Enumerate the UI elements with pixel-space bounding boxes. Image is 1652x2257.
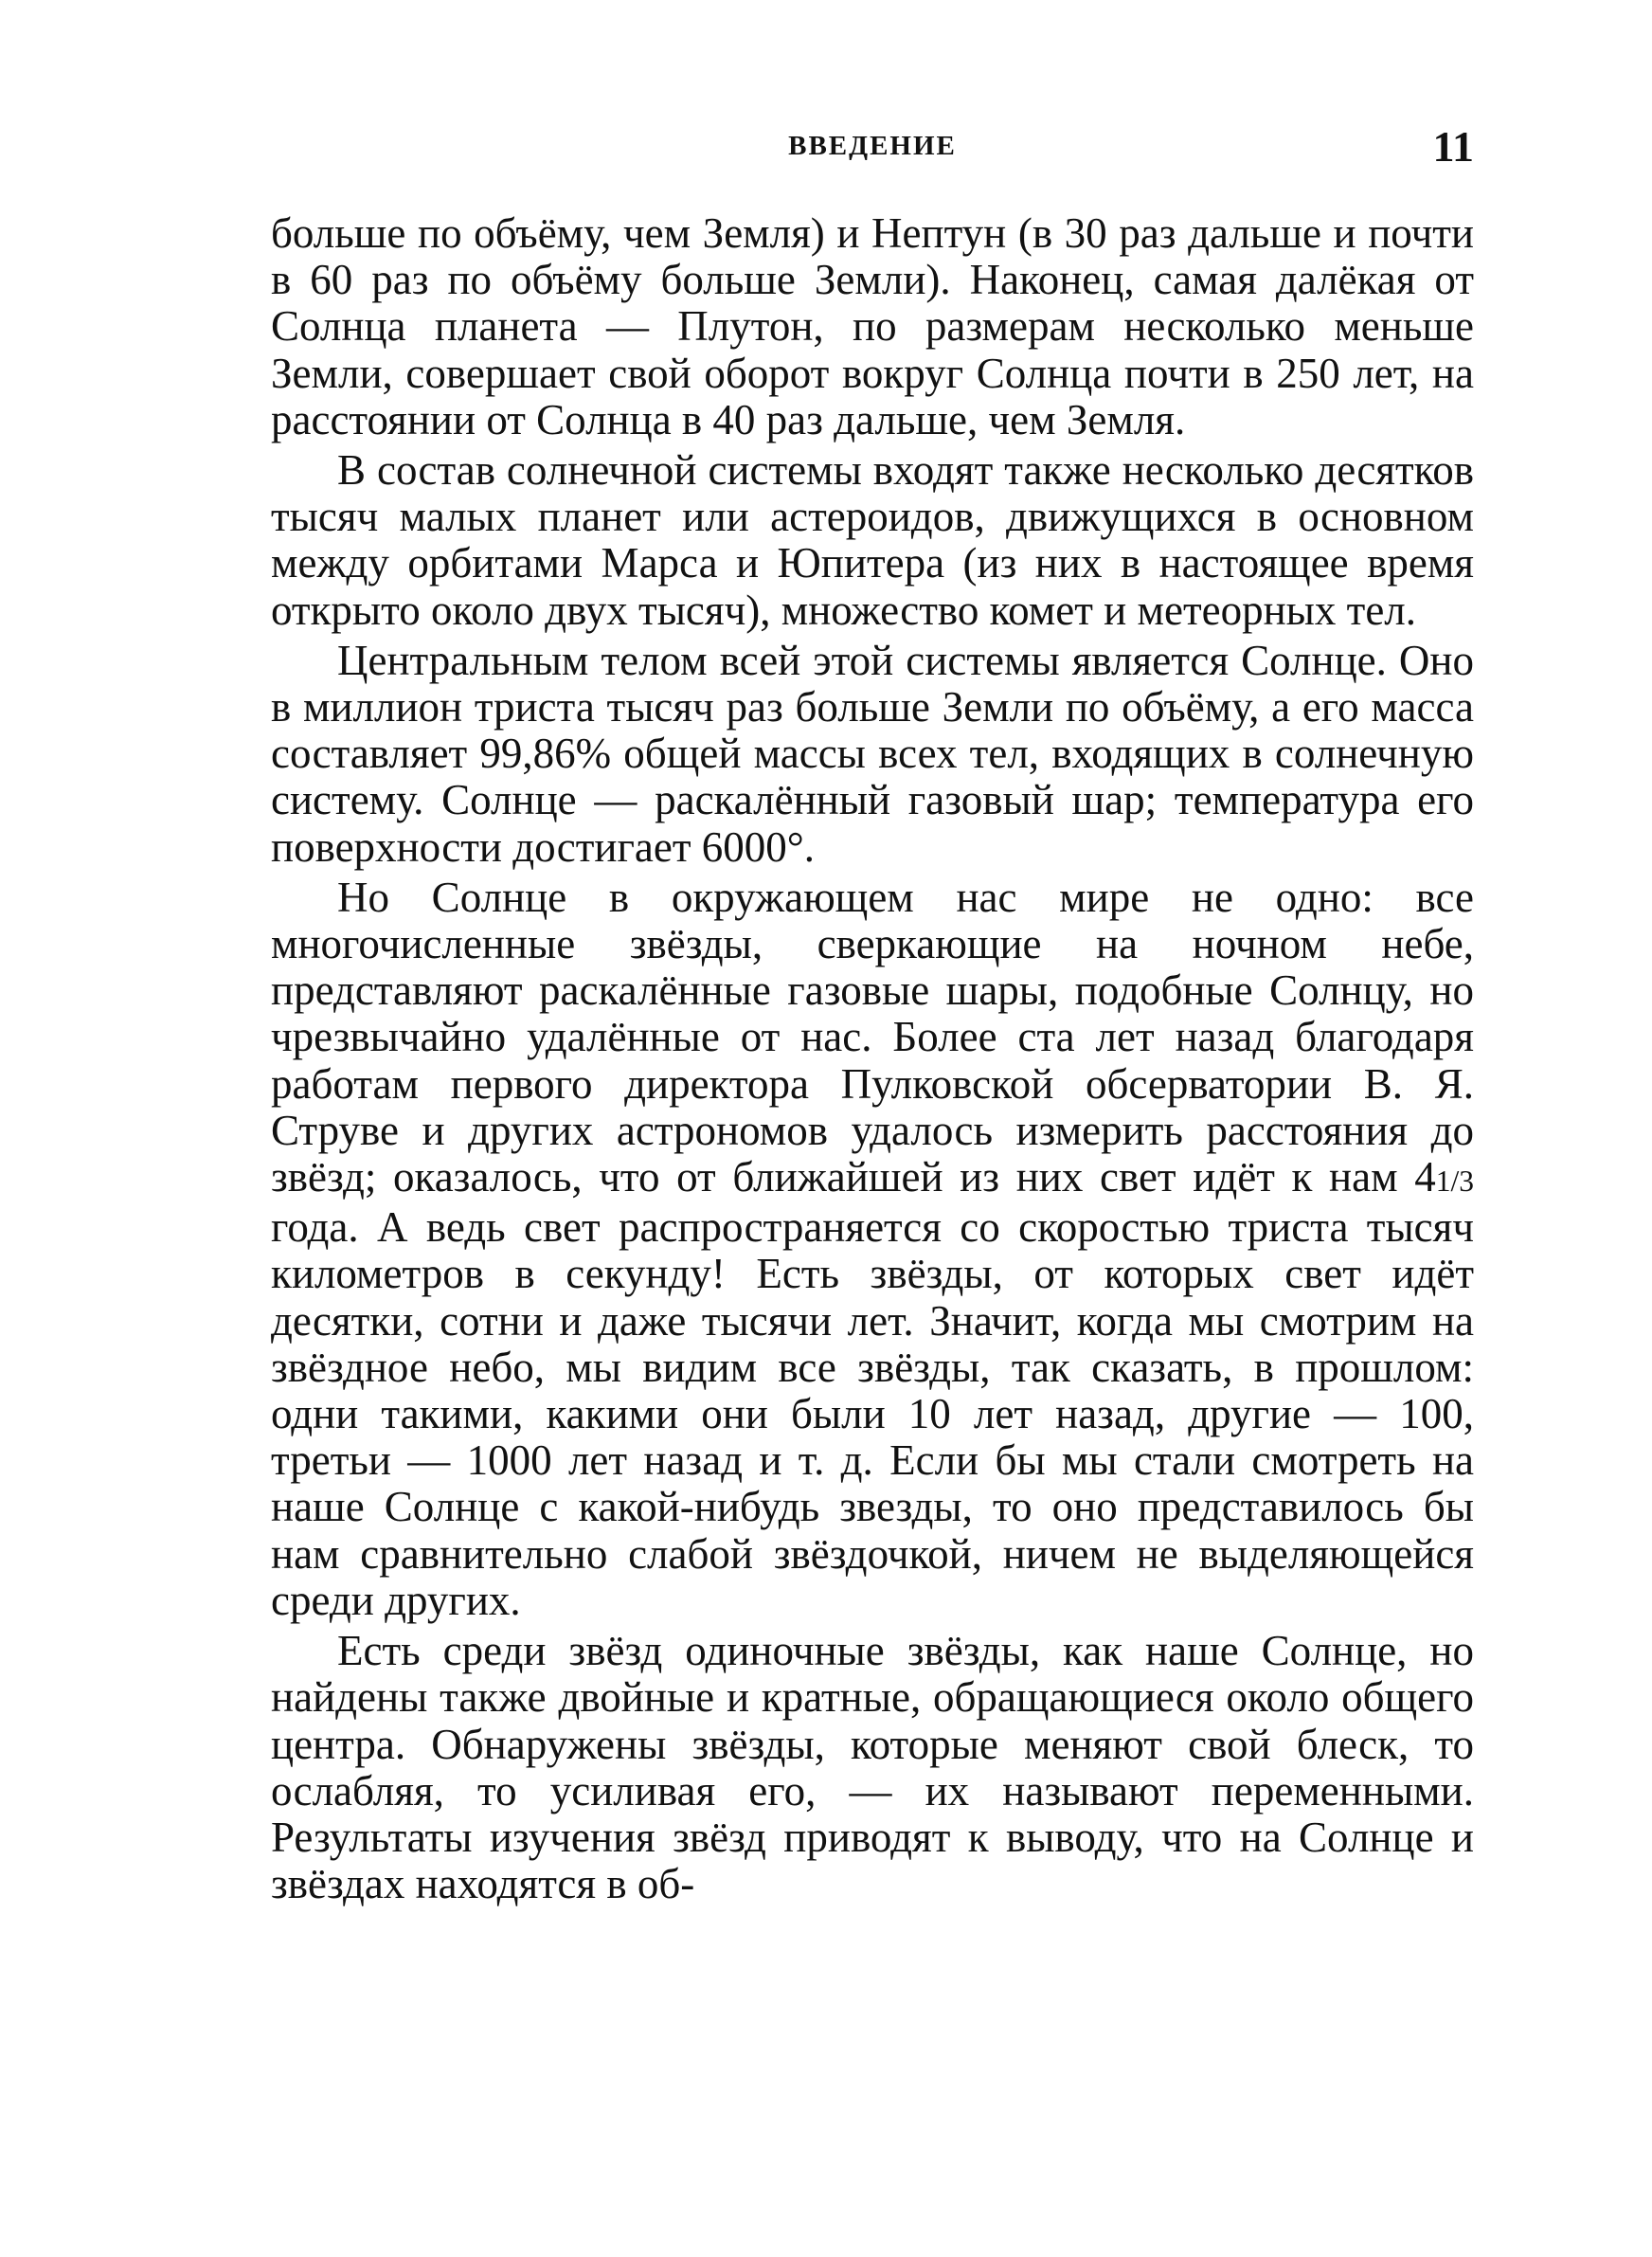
body-text xyxy=(271,210,1474,1907)
page-number: 11 xyxy=(1432,122,1474,171)
paragraph-4-text-before: Но Солнце в окружающем нас мире не одно: все многочисленные звёзды, сверкающие на ночном небе, представляют раскалённые газовые шары, подобные Солнцу, но чрезвычайно удалённые от нас. Более ста лет назад благодаря работам первого директора Пулковской обсерватории В. Я. Струве и других астрономов удалось измерить расстояния до звёзд; оказалось, что от ближайшей из них свет идёт к нам 4 xyxy=(271,873,1474,1201)
running-head xyxy=(271,121,1474,178)
paragraph-4-text-after: года. А ведь свет распространяется со скоростью триста тысяч километров в секунду! Есть звёзды, от которых свет идёт десятки, сотни и даже тысячи лет. Значит, когда мы смотрим на звёздное небо, мы видим все звёзды, так сказать, в прошлом: одни такими, какими они были 10 лет назад, другие — 100, третьи — 1000 лет назад и т. д. Если бы мы стали смотреть на наше Солнце с какой-нибудь звезды, то оно представилось бы нам сравнительно слабой звёздочкой, ничем не выделяющейся среди других. xyxy=(271,1203,1474,1624)
paragraph-2: В состав солнечной системы входят также несколько десятков тысяч малых планет или астероидов, движущихся в основном между орбитами Марса и Юпитера (из них в настоящее время открыто около двух тысяч), множество комет и метеорных тел. xyxy=(271,446,1474,634)
paragraph-4 xyxy=(271,875,1474,1624)
paragraph-3: Центральным телом всей этой системы является Солнце. Оно в миллион триста тысяч раз больше Земли по объёму, а его масса составляет 99,86% общей массы всех тел, входящих в солнечную систему. Солнце — раскалённый газовый шар; температура его поверхности достигает 6000°. xyxy=(271,636,1474,871)
paragraph-1: больше по объёму, чем Земля) и Нептун (в 30 раз дальше и почти в 60 раз по объёму больше Земли). Наконец, самая далёкая от Солнца планета — Плутон, по размерам несколько меньше Земли, совершает свой оборот вокруг Солнца почти в 250 лет, на расстоянии от Солнца в 40 раз дальше, чем Земля. xyxy=(271,209,1474,443)
running-title: ВВЕДЕНИЕ xyxy=(788,131,957,161)
fraction-one-third: 1/3 xyxy=(1435,1165,1474,1199)
paragraph-5: Есть среди звёзд одиночные звёзды, как наше Солнце, но найдены также двойные и кратные, обращающиеся около общего центра. Обнаружены звёзды, которые меняют свой блеск, то ослабляя, то усиливая его, — их называют переменными. Результаты изучения звёзд приводят к выводу, что на Солнце и звёздах находятся в об- xyxy=(271,1627,1474,1908)
